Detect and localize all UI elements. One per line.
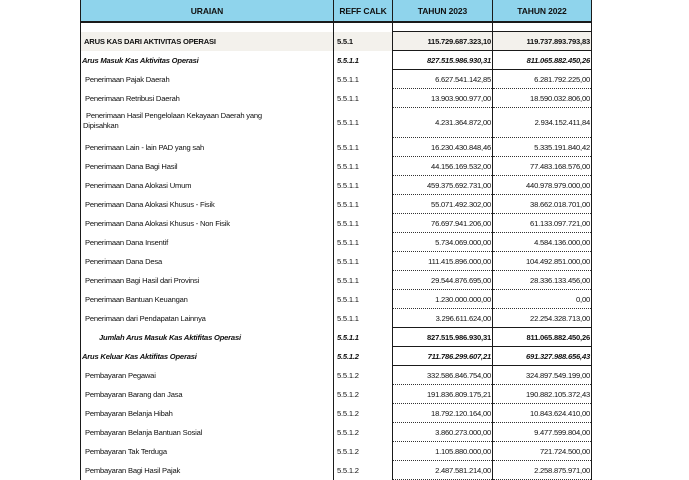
table-row	[81, 157, 592, 176]
tahun-2023-cell: 3.296.611.624,00	[393, 309, 493, 328]
column-header-reff-calk: REFF CALK	[334, 0, 393, 22]
tahun-2022-cell: 440.978.979.000,00	[493, 176, 592, 195]
spacer-cell	[334, 22, 393, 32]
uraian-cell: Pembayaran Bagi Hasil Pajak	[81, 461, 334, 480]
table-row	[81, 252, 592, 271]
reff-calk-cell: 5.5.1.1	[334, 195, 393, 214]
uraian-cell: Penerimaan Dana Alokasi Khusus - Non Fisik	[81, 214, 334, 233]
tahun-2022-cell: 18.590.032.806,00	[493, 89, 592, 108]
subsection-row	[81, 51, 592, 70]
tahun-2022-cell: 5.335.191.840,42	[493, 138, 592, 157]
tahun-2023-cell: 16.230.430.848,46	[393, 138, 493, 157]
table-row	[81, 385, 592, 404]
reff-calk-cell: 5.5.1.1	[334, 252, 393, 271]
column-header-tahun-2023: TAHUN 2023	[393, 0, 493, 22]
uraian-cell: ARUS KAS DARI AKTIVITAS OPERASI	[81, 32, 334, 51]
reff-calk-cell: 5.5.1.1	[334, 290, 393, 309]
reff-calk-cell: 5.5.1.2	[334, 423, 393, 442]
tahun-2023-cell: 5.734.069.000,00	[393, 233, 493, 252]
tahun-2023-cell: 827.515.986.930,31	[393, 51, 493, 70]
table-row	[81, 70, 592, 89]
tahun-2022-cell: 119.737.893.793,83	[493, 32, 592, 51]
reff-calk-cell: 5.5.1.1	[334, 157, 393, 176]
table-row	[81, 195, 592, 214]
table-row	[81, 176, 592, 195]
tahun-2022-cell: 190.882.105.372,43	[493, 385, 592, 404]
table-row	[81, 89, 592, 108]
tahun-2023-cell: 191.836.809.175,21	[393, 385, 493, 404]
table-row	[81, 404, 592, 423]
tahun-2023-cell: 29.544.876.695,00	[393, 271, 493, 290]
reff-calk-cell: 5.5.1.1	[334, 214, 393, 233]
cash-flow-statement	[80, 0, 591, 480]
uraian-cell: Pembayaran Barang dan Jasa	[81, 385, 334, 404]
tahun-2023-cell: 18.792.120.164,00	[393, 404, 493, 423]
tahun-2023-cell: 332.586.846.754,00	[393, 366, 493, 385]
uraian-cell: Penerimaan Bantuan Keuangan	[81, 290, 334, 309]
reff-calk-cell: 5.5.1.1	[334, 51, 393, 70]
tahun-2022-cell: 0,00	[493, 290, 592, 309]
tahun-2023-cell: 2.487.581.214,00	[393, 461, 493, 480]
uraian-cell: Pembayaran Pegawai	[81, 366, 334, 385]
reff-calk-cell: 5.5.1.1	[334, 328, 393, 347]
uraian-cell: Arus Keluar Kas Aktifitas Operasi	[81, 347, 334, 366]
uraian-cell: Arus Masuk Kas Aktivitas Operasi	[81, 51, 334, 70]
tahun-2022-cell: 811.065.882.450,26	[493, 328, 592, 347]
tahun-2022-cell: 691.327.988.656,43	[493, 347, 592, 366]
uraian-cell: Pembayaran Belanja Hibah	[81, 404, 334, 423]
spacer-cell	[493, 22, 592, 32]
tahun-2023-cell: 6.627.541.142,85	[393, 70, 493, 89]
tahun-2023-cell: 827.515.986.930,31	[393, 328, 493, 347]
tahun-2023-cell: 115.729.687.323,10	[393, 32, 493, 51]
table-row	[81, 290, 592, 309]
uraian-cell: Jumlah Arus Masuk Kas Aktifitas Operasi	[81, 328, 334, 347]
cash-flow-table	[80, 0, 592, 480]
tahun-2022-cell: 28.336.133.456,00	[493, 271, 592, 290]
uraian-cell: Penerimaan Retribusi Daerah	[81, 89, 334, 108]
uraian-cell: Penerimaan Pajak Daerah	[81, 70, 334, 89]
tahun-2022-cell: 6.281.792.225,00	[493, 70, 592, 89]
tahun-2023-cell: 4.231.364.872,00	[393, 108, 493, 138]
section-row	[81, 32, 592, 51]
table-body	[81, 22, 592, 480]
tahun-2022-cell: 104.492.851.000,00	[493, 252, 592, 271]
reff-calk-cell: 5.5.1.1	[334, 89, 393, 108]
tahun-2022-cell: 811.065.882.450,26	[493, 51, 592, 70]
reff-calk-cell: 5.5.1.1	[334, 176, 393, 195]
uraian-text-continued: Dipisahkan	[83, 120, 119, 130]
table-row	[81, 461, 592, 480]
reff-calk-cell: 5.5.1	[334, 32, 393, 51]
table-row	[81, 233, 592, 252]
tahun-2023-cell: 111.415.896.000,00	[393, 252, 493, 271]
tahun-2023-cell: 1.230.000.000,00	[393, 290, 493, 309]
uraian-cell: Penerimaan Dana Alokasi Umum	[81, 176, 334, 195]
column-header-tahun-2022: TAHUN 2022	[493, 0, 592, 22]
spacer-cell	[81, 22, 334, 32]
reff-calk-cell: 5.5.1.2	[334, 404, 393, 423]
table-header-row	[81, 0, 592, 22]
tahun-2023-cell: 459.375.692.731,00	[393, 176, 493, 195]
tahun-2022-cell: 2.258.875.971,00	[493, 461, 592, 480]
table-row	[81, 309, 592, 328]
uraian-cell: Penerimaan Lain - lain PAD yang sah	[81, 138, 334, 157]
tahun-2022-cell: 61.133.097.721,00	[493, 214, 592, 233]
tahun-2022-cell: 9.477.599.804,00	[493, 423, 592, 442]
reff-calk-cell: 5.5.1.1	[334, 108, 393, 138]
uraian-text: Penerimaan Hasil Pengelolaan Kekayaan Daerah yang	[86, 110, 262, 120]
tahun-2023-cell: 44.156.169.532,00	[393, 157, 493, 176]
reff-calk-cell: 5.5.1.1	[334, 138, 393, 157]
tahun-2022-cell: 38.662.018.701,00	[493, 195, 592, 214]
tahun-2022-cell: 324.897.549.199,00	[493, 366, 592, 385]
subsection-row	[81, 347, 592, 366]
reff-calk-cell: 5.5.1.2	[334, 442, 393, 461]
uraian-cell: Penerimaan Dana Bagi Hasil	[81, 157, 334, 176]
table-row	[81, 366, 592, 385]
tahun-2022-cell: 22.254.328.713,00	[493, 309, 592, 328]
tahun-2022-cell: 10.843.624.410,00	[493, 404, 592, 423]
reff-calk-cell: 5.5.1.1	[334, 309, 393, 328]
table-row	[81, 138, 592, 157]
tahun-2023-cell: 76.697.941.206,00	[393, 214, 493, 233]
tahun-2022-cell: 2.934.152.411,84	[493, 108, 592, 138]
tahun-2023-cell: 1.105.880.000,00	[393, 442, 493, 461]
table-row	[81, 214, 592, 233]
reff-calk-cell: 5.5.1.1	[334, 70, 393, 89]
reff-calk-cell: 5.5.1.2	[334, 347, 393, 366]
table-row	[81, 423, 592, 442]
total-row	[81, 328, 592, 347]
spacer-row	[81, 22, 592, 32]
uraian-cell: Penerimaan Dana Desa	[81, 252, 334, 271]
reff-calk-cell: 5.5.1.2	[334, 385, 393, 404]
uraian-cell: Penerimaan dari Pendapatan Lainnya	[81, 309, 334, 328]
reff-calk-cell: 5.5.1.2	[334, 461, 393, 480]
column-header-uraian: URAIAN	[81, 0, 334, 22]
tahun-2022-cell: 4.584.136.000,00	[493, 233, 592, 252]
tahun-2023-cell: 13.903.900.977,00	[393, 89, 493, 108]
reff-calk-cell: 5.5.1.1	[334, 233, 393, 252]
tahun-2023-cell: 55.071.492.302,00	[393, 195, 493, 214]
table-row	[81, 108, 592, 138]
reff-calk-cell: 5.5.1.2	[334, 366, 393, 385]
tahun-2023-cell: 711.786.299.607,21	[393, 347, 493, 366]
uraian-cell: Pembayaran Belanja Bantuan Sosial	[81, 423, 334, 442]
spacer-cell	[393, 22, 493, 32]
uraian-cell: Pembayaran Tak Terduga	[81, 442, 334, 461]
tahun-2022-cell: 721.724.500,00	[493, 442, 592, 461]
tahun-2023-cell: 3.860.273.000,00	[393, 423, 493, 442]
uraian-cell: Penerimaan Bagi Hasil dari Provinsi	[81, 271, 334, 290]
uraian-cell: Penerimaan Dana Alokasi Khusus - Fisik	[81, 195, 334, 214]
reff-calk-cell: 5.5.1.1	[334, 271, 393, 290]
uraian-cell	[81, 108, 334, 138]
table-row	[81, 442, 592, 461]
table-row	[81, 271, 592, 290]
tahun-2022-cell: 77.483.168.576,00	[493, 157, 592, 176]
uraian-cell: Penerimaan Dana Insentif	[81, 233, 334, 252]
